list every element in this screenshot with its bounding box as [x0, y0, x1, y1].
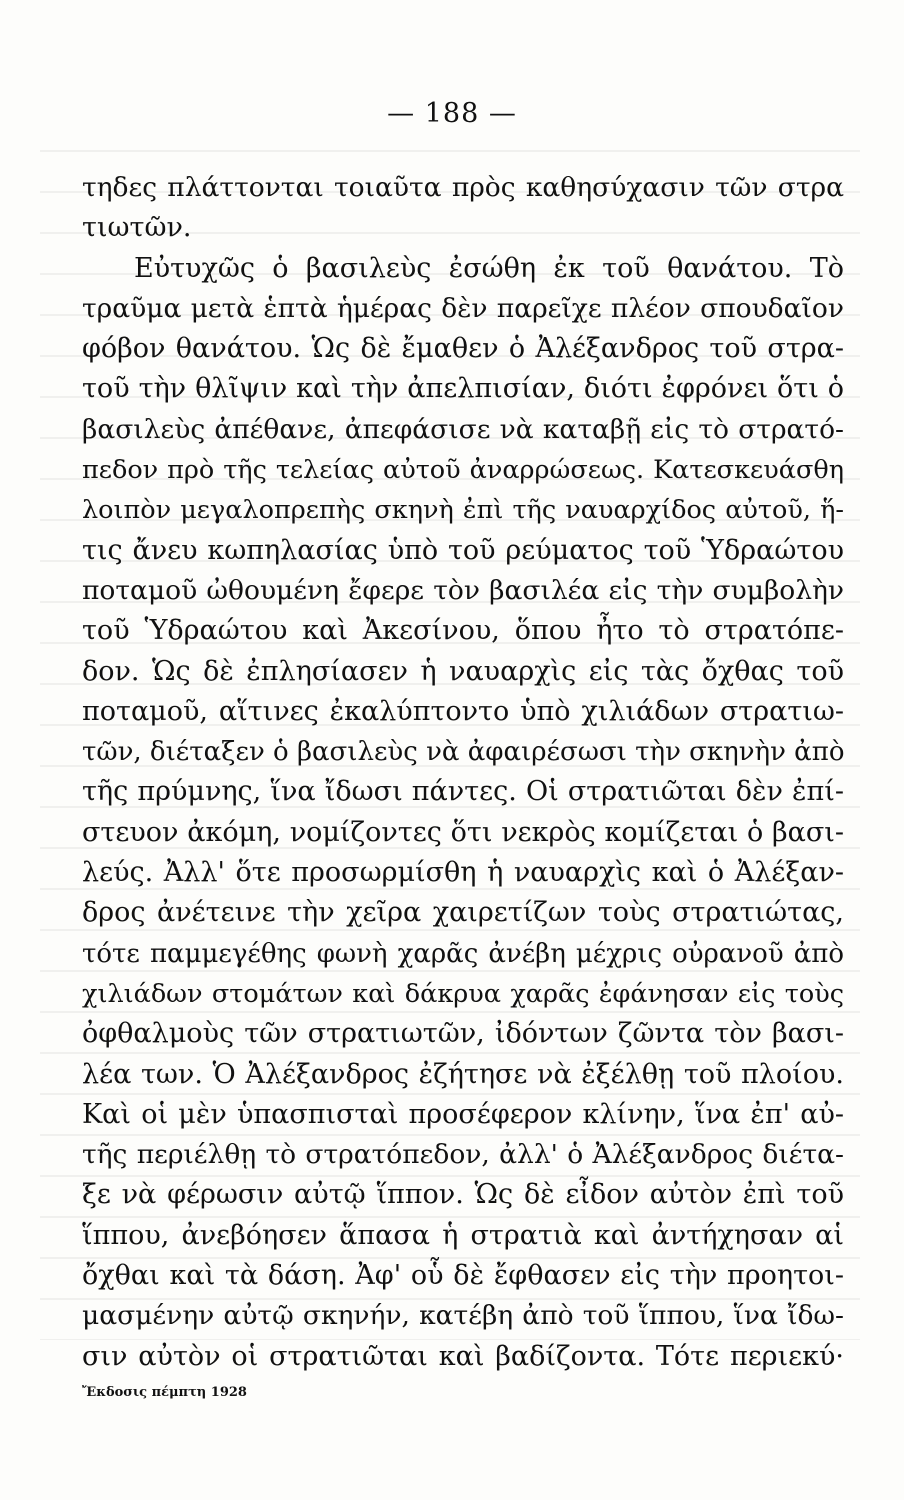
- text-line: ποταμοῦ, αἵτινες ἐκαλύπτοντο ὑπὸ χιλιάδων στρατιω-: [82, 695, 844, 727]
- text-line: λεύς. Ἀλλ' ὅτε προσωρμίσθη ἡ ναυαρχὶς καὶ ὁ Ἀλέξαν-: [82, 857, 844, 889]
- body-text: [82, 168, 844, 1377]
- text-line: Καὶ οἱ μὲν ὑπασπισταὶ προσέφερον κλίνην, ἵνα ἐπ' αὐ-: [82, 1098, 844, 1130]
- text-line: τῆς πρύμνης, ἵνα ἴδωσι πάντες. Οἱ στρατιῶται δὲν ἐπί-: [82, 776, 844, 808]
- text-line: τηδες πλάττονται τοιαῦτα πρὸς καθησύχασιν τῶν στρα: [82, 172, 844, 203]
- text-line: τῆς περιέλθῃ τὸ στρατόπεδον, ἀλλ' ὁ Ἀλέξανδρος διέτα-: [82, 1139, 844, 1171]
- text-line: λέα των. Ὁ Ἀλέξανδρος ἐζήτησε νὰ ἐξέλθῃ τοῦ πλοίου.: [82, 1058, 844, 1090]
- text-line: τοῦ Ὑδραώτου καὶ Ἀκεσίνου, ὅπου ἦτο τὸ στρατόπε-: [82, 615, 844, 647]
- text-line: τις ἄνευ κωπηλασίας ὑπὸ τοῦ ρεύματος τοῦ Ὑδραώτου: [82, 534, 844, 566]
- text-line: ποταμοῦ ὠθουμένη ἔφερε τὸν βασιλέα εἰς τὴν συμβολὴν: [82, 574, 844, 606]
- text-line: φόβον θανάτου. Ὡς δὲ ἔμαθεν ὁ Ἀλέξανδρος τοῦ στρα-: [82, 333, 844, 365]
- text-line: Εὐτυχῶς ὁ βασιλεὺς ἐσώθη ἐκ τοῦ θανάτου. Τὸ: [134, 252, 844, 284]
- text-line: ὄχθαι καὶ τὰ δάση. Ἀφ' οὗ δὲ ἔφθασεν εἰς τὴν προητοι-: [82, 1260, 844, 1292]
- text-line: χιλιάδων στομάτων καὶ δάκρυα χαρᾶς ἐφάνησαν εἰς τοὺς: [82, 978, 844, 1009]
- text-line: ξε νὰ φέρωσιν αὐτῷ ἵππον. Ὡς δὲ εἶδον αὐτὸν ἐπὶ τοῦ: [82, 1179, 844, 1211]
- text-line: τιωτῶν.: [82, 212, 192, 244]
- page-number: — 188 —: [387, 98, 517, 129]
- text-line: ἵππου, ἀνεβόησεν ἅπασα ἡ στρατιὰ καὶ ἀντήχησαν αἱ: [82, 1219, 844, 1251]
- text-line: τότε παμμεγέθης φωνὴ χαρᾶς ἀνέβη μέχρις οὐρανοῦ ἀπὸ: [82, 938, 844, 969]
- text-line: τῶν, διέταξεν ὁ βασιλεὺς νὰ ἀφαιρέσωσι τὴν σκηνὴν ἀπὸ: [82, 737, 845, 768]
- text-line: μασμένην αὐτῷ σκηνήν, κατέβη ἀπὸ τοῦ ἵππου, ἵνα ἴδω-: [82, 1300, 844, 1332]
- text-line: τοῦ τὴν θλῖψιν καὶ τὴν ἀπελπισίαν, διότι ἐφρόνει ὅτι ὁ: [82, 373, 844, 405]
- text-line: τραῦμα μετὰ ἑπτὰ ἡμέρας δὲν παρεῖχε πλέον σπουδαῖον: [82, 292, 844, 324]
- edition-note: Ἔκδοσις πέμπτη 1928: [82, 1385, 247, 1400]
- text-line: στευον ἀκόμη, νομίζοντες ὅτι νεκρὸς κομίζεται ὁ βασι-: [82, 816, 844, 848]
- text-line: ὀφθαλμοὺς τῶν στρατιωτῶν, ἰδόντων ζῶντα τὸν βασι-: [82, 1018, 844, 1050]
- text-line: δον. Ὡς δὲ ἐπλησίασεν ἡ ναυαρχὶς εἰς τὰς ὄχθας τοῦ: [82, 655, 844, 687]
- text-line: βασιλεὺς ἀπέθανε, ἀπεφάσισε νὰ καταβῇ εἰς τὸ στρατό-: [82, 413, 844, 445]
- text-line: πεδον πρὸ τῆς τελείας αὐτοῦ ἀναρρώσεως. Κατεσκευάσθη: [82, 455, 844, 486]
- text-line: δρος ἀνέτεινε τὴν χεῖρα χαιρετίζων τοὺς στρατιώτας,: [82, 897, 844, 929]
- text-line: λοιπὸν μεγαλοπρεπὴς σκηνὴ ἐπὶ τῆς ναυαρχίδος αὐτοῦ, ἥ-: [82, 495, 844, 526]
- text-line: σιν αὐτὸν οἱ στρατιῶται καὶ βαδίζοντα. Τότε περιεκύ·: [82, 1340, 844, 1372]
